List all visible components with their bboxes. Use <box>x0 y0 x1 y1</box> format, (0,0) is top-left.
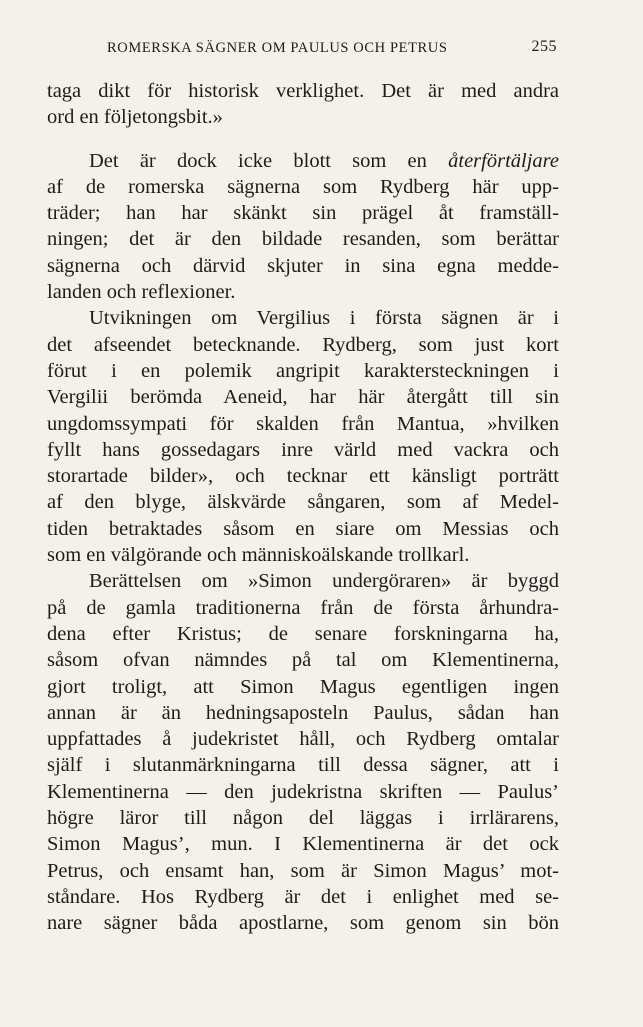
text-line <box>47 542 559 568</box>
text-line-content: förut i en polemik angripit karaktersteckningen i <box>47 359 559 382</box>
text-line <box>47 174 559 200</box>
text-line-content: taga dikt för historisk verklighet. Det är med andra <box>47 80 559 102</box>
text-line <box>47 752 559 778</box>
text-line-content: uppfattades å judekristet håll, och Rydberg omtalar <box>47 728 559 751</box>
text-line <box>47 516 559 542</box>
text-line-content: Petrus, och ensamt han, som är Simon Magus’ mot- <box>47 859 559 882</box>
text-line-content: sägnerna och därvid skjuter in sina egna medde- <box>47 254 559 277</box>
text-line <box>47 253 559 279</box>
text-line <box>47 726 559 752</box>
text-line-content: ungdomssympati för skalden från Mantua, »hvilken <box>47 412 559 435</box>
text-line-content: dena efter Kristus; de senare forskningarna ha, <box>47 622 559 645</box>
text-line-content: Det är dock icke blott som en <box>89 149 449 172</box>
text-line <box>47 884 559 910</box>
text-line <box>47 226 559 252</box>
text-line-content: landen och reflexioner. <box>47 281 236 304</box>
text-line <box>47 463 559 489</box>
text-line <box>47 858 559 884</box>
text-line-content: högre läror till någon del läggas i irrlärarens, <box>47 807 559 830</box>
text-line-content: Klementinerna — den judekristna skriften — Paulus’ <box>47 780 559 803</box>
text-line <box>47 104 559 130</box>
text-line-content: såsom ofvan nämndes på tal om Klementinerna, <box>47 649 559 672</box>
text-line-content: ningen; det är den bildade resanden, som berättar <box>47 228 559 251</box>
text-line-content: ståndare. Hos Rydberg är det i enlighet med se- <box>47 885 559 908</box>
text-line <box>47 674 559 700</box>
text-line-content: Vergilii berömda Aeneid, har här återgått till sin <box>47 386 559 409</box>
text-line <box>47 489 559 515</box>
text-line <box>47 279 559 305</box>
text-line-content: storartade bilder», och tecknar ett känsligt porträtt <box>47 465 559 488</box>
text-line-content: själf i slutanmärkningarna till dessa sägner, att i <box>47 754 559 777</box>
text-line <box>47 358 559 384</box>
text-line-content: på de gamla traditionerna från de första århundra- <box>47 596 559 619</box>
text-line-content: Simon Magus’, mun. I Klementinerna är det ock <box>47 833 559 856</box>
text-line <box>47 831 559 857</box>
text-line-content: som en välgörande och människoälskande trollkarl. <box>47 544 470 567</box>
text-line <box>47 437 559 463</box>
text-line <box>47 700 559 726</box>
text-line <box>47 411 559 437</box>
text-line <box>47 384 559 410</box>
text-line <box>47 78 559 104</box>
text-line-content: det afseendet betecknande. Rydberg, som just kort <box>47 333 559 356</box>
text-line <box>47 595 559 621</box>
text-line <box>47 805 559 831</box>
text-line-content: Berättelsen om »Simon undergöraren» är byggd <box>89 570 559 593</box>
text-line-content: tiden betraktades såsom en siare om Messias och <box>47 517 559 540</box>
text-line-content: af de romerska sägnerna som Rydberg här upp- <box>47 175 559 198</box>
text-line <box>47 621 559 647</box>
page-header <box>47 40 559 64</box>
text-line-content: af den blyge, älskvärde sångaren, som af Medel- <box>47 491 559 514</box>
text-line <box>47 332 559 358</box>
page-number: 255 <box>531 38 557 55</box>
text-line <box>47 647 559 673</box>
text-line <box>47 910 559 936</box>
body-text <box>47 78 559 937</box>
text-line-content: annan är än hedningsaposteln Paulus, sådan han <box>47 701 559 724</box>
text-line-content: träder; han har skänkt sin prägel åt framställ- <box>47 202 559 225</box>
running-title: ROMERSKA SÄGNER OM PAULUS OCH PETRUS <box>107 40 448 56</box>
text-line <box>47 779 559 805</box>
text-line-content: ord en följetongsbit.» <box>47 106 223 129</box>
text-line-content: Utvikningen om Vergilius i första sägnen är i <box>89 307 559 330</box>
text-line-content: nare sägner båda apostlarne, som genom sin bön <box>47 912 559 935</box>
text-line-content: fyllt hans gossedagars inre värld med vackra och <box>47 438 559 461</box>
text-line-content: gjort troligt, att Simon Magus egentligen ingen <box>47 675 559 698</box>
text-line <box>47 305 559 331</box>
text-line <box>47 568 559 594</box>
text-line <box>47 148 559 174</box>
emphasized-word: återförtäljare <box>448 149 559 172</box>
text-line <box>47 200 559 226</box>
